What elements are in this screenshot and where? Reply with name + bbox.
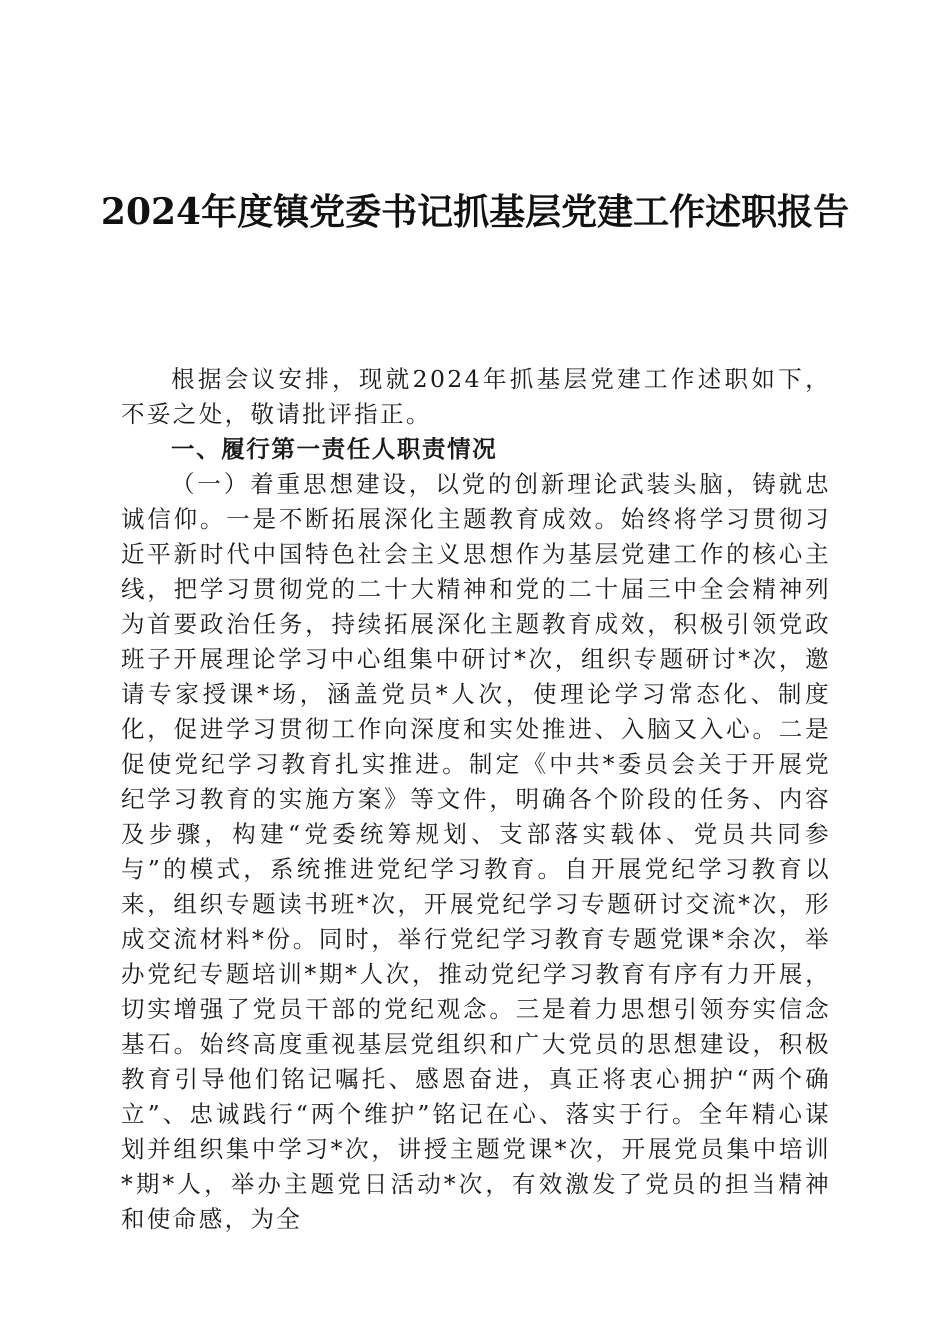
body-paragraph: （一）着重思想建设，以党的创新理论武装头脑，铸就忠诚信仰。一是不断拓展深化主题教育成效。始终将学习贯彻习近平新时代中国特色社会主义思想作为基层党建工作的核心主线，把学习贯彻党的二十大精神和党的二十届三中全会精神列为首要政治任务，持续拓展深化主题教育成效，积极引领党政班子开展理论学习中心组集中研讨*次，组织专题研讨*次，邀请专家授课*场，涵盖党员*人次，使理论学习常态化、制度化，促进学习贯彻工作向深度和实处推进、入脑又入心。二是促使党纪学习教育扎实推进。制定《中共*委员会关于开展党纪学习教育的实施方案》等文件，明确各个阶段的任务、内容及步骤，构建“党委统筹规划、支部落实载体、党员共同参与”的模式，系统推进党纪学习教育。自开展党纪学习教育以来，组织专题读书班*次，开展党纪学习专题研讨交流*次，形成交流材料*份。同时，举行党纪学习教育专题党课*余次，举办党纪专题培训*期*人次，推动党纪学习教育有序有力开展，切实增强了党员干部的党纪观念。三是着力思想引领夯实信念基石。始终高度重视基层党组织和广大党员的思想建设，积极教育引导他们铭记嘱托、感恩奋进，真正将衷心拥护“两个确立”、忠诚践行“两个维护”铭记在心、落实于行。全年精心谋划并组织集中学习*次，讲授主题党课*次，开展党员集中培训*期*人，举办主题党日活动*次，有效激发了党员的担当精神和使命感，为全 <box>121 470 831 1233</box>
section-heading: 一、履行第一责任人职责情况 <box>171 435 498 463</box>
intro-paragraph: 根据会议安排，现就2024年抓基层党建工作述职如下，不妥之处，敬请批评指正。 <box>121 365 831 428</box>
page-title: 2024年度镇党委书记抓基层党建工作述职报告 <box>100 191 850 233</box>
document-body <box>121 362 831 1237</box>
